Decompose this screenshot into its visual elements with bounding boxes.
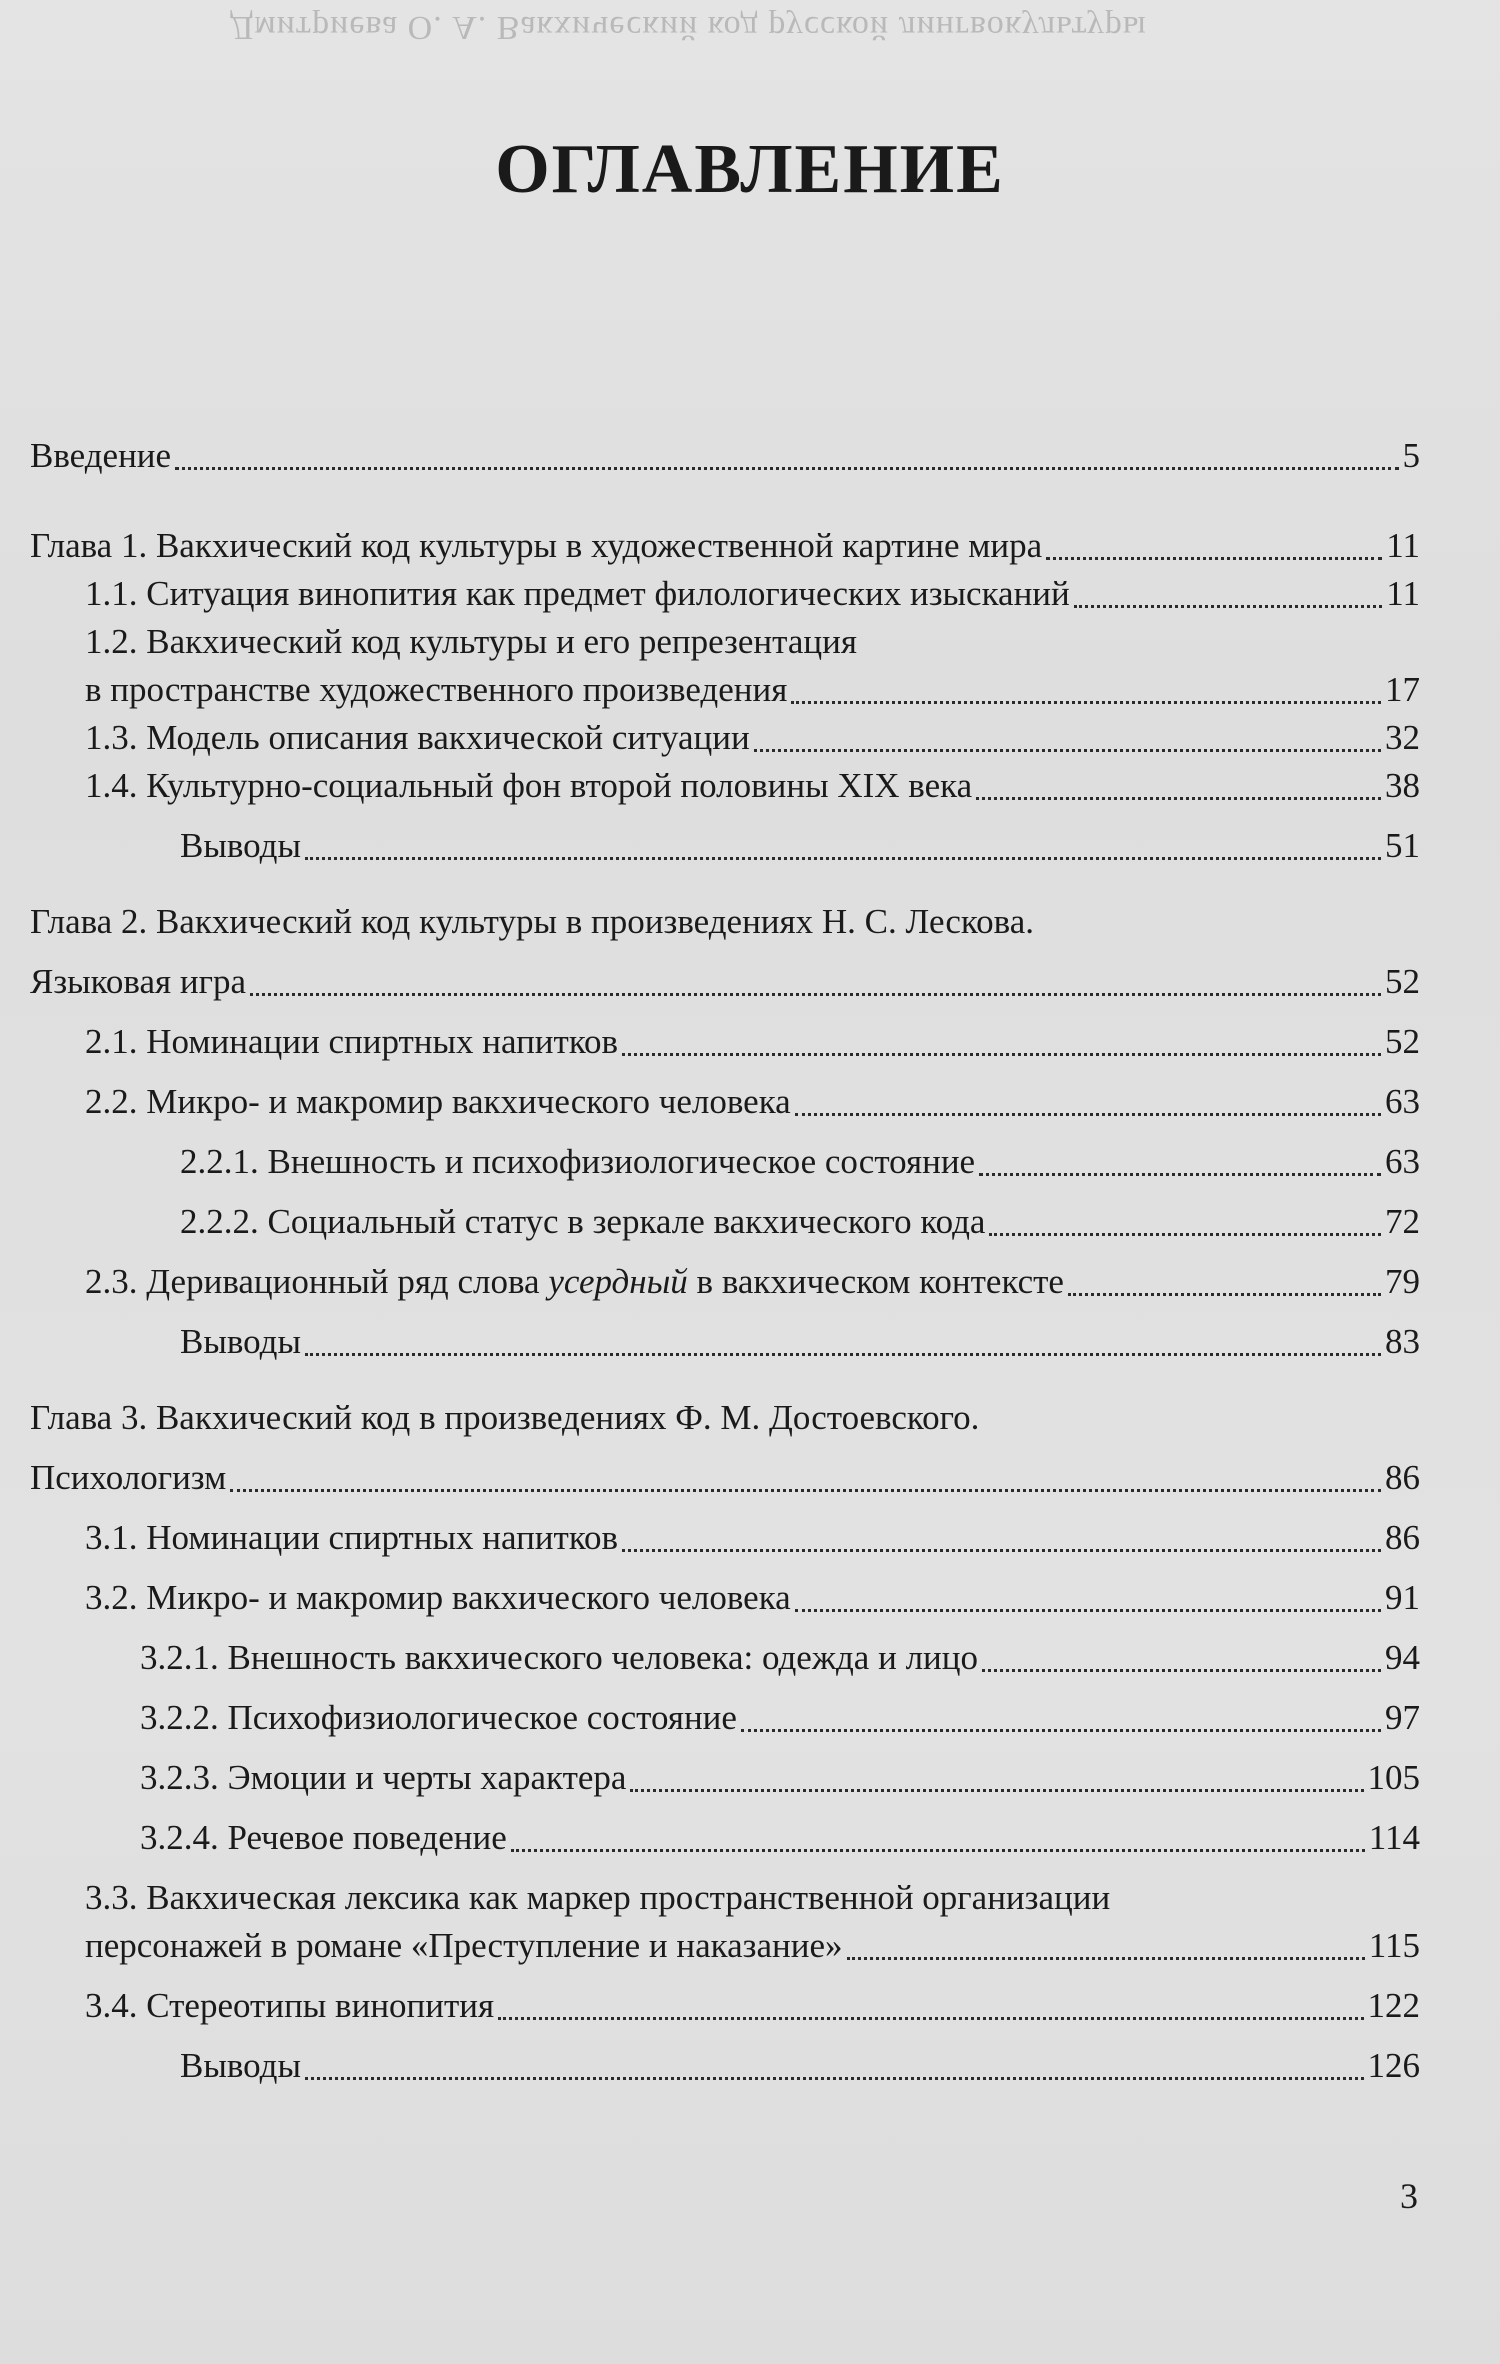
dot-leader <box>498 2017 1363 2020</box>
toc-entry-page: 32 <box>1385 718 1420 757</box>
toc-entry-page: 63 <box>1385 1082 1420 1121</box>
dot-leader <box>741 1729 1381 1732</box>
toc-entry-1-4[interactable] <box>30 763 1420 809</box>
toc-entry-2-3[interactable] <box>30 1259 1420 1305</box>
toc-entry-title: 3.2. Микро- и макромир вакхического человека <box>85 1578 791 1617</box>
toc-entry-title-line2-row <box>30 667 1420 713</box>
toc-entry-page: 83 <box>1385 1322 1420 1361</box>
dot-leader <box>511 1849 1365 1852</box>
dot-leader <box>754 749 1381 752</box>
toc-entry-title-line2: Психологизм <box>30 1458 227 1497</box>
toc-entry-page: 63 <box>1385 1142 1420 1181</box>
dot-leader <box>847 1957 1365 1960</box>
toc-entry-title-line2: в пространстве художественного произведения <box>85 670 788 709</box>
toc-entry-3-2-4[interactable] <box>30 1815 1420 1861</box>
toc-entry-introduction[interactable] <box>30 433 1420 479</box>
toc-entry-page: 79 <box>1385 1262 1420 1301</box>
toc-entry-page: 11 <box>1386 574 1420 613</box>
toc-entry-1-2[interactable] <box>30 619 1420 713</box>
toc-entry-page: 105 <box>1367 1758 1420 1797</box>
toc-entry-2-1[interactable] <box>30 1019 1420 1065</box>
toc-entry-2-2-2[interactable] <box>30 1199 1420 1245</box>
dot-leader <box>175 467 1398 470</box>
toc-entry-title: Введение <box>30 436 172 475</box>
dot-leader <box>305 2077 1364 2080</box>
bleed-through-header: Дмитриева О. А. Вакхический код русской лингвокультуры <box>230 9 1147 46</box>
dot-leader <box>250 993 1381 996</box>
toc-entry-page: 51 <box>1385 826 1420 865</box>
toc-entry-3-1[interactable] <box>30 1515 1420 1561</box>
toc-entry-title: 2.2.1. Внешность и психофизиологическое состояние <box>180 1142 976 1181</box>
dot-leader <box>976 797 1381 800</box>
toc-entry-title-part: 2.3. Деривационный ряд слова <box>85 1262 549 1301</box>
dot-leader <box>1046 557 1382 560</box>
toc-entry-title: 1.4. Культурно-социальный фон второй половины XIX века <box>85 766 973 805</box>
toc-entry-page: 97 <box>1385 1698 1420 1737</box>
toc-entry-chapter-1-conclusions[interactable] <box>30 823 1420 869</box>
toc-entry-title: 3.2.1. Внешность вакхического человека: одежда и лицо <box>140 1638 979 1677</box>
toc-entry-title-line2-row <box>30 1455 1420 1501</box>
toc-entry-page: 52 <box>1385 1022 1420 1061</box>
toc-entry-page: 86 <box>1385 1518 1420 1557</box>
dot-leader <box>982 1669 1381 1672</box>
toc-entry-page: 126 <box>1367 2046 1420 2085</box>
toc-entry-title: 2.2. Микро- и макромир вакхического человека <box>85 1082 791 1121</box>
toc-entry-2-2[interactable] <box>30 1079 1420 1125</box>
toc-entry-2-2-1[interactable] <box>30 1139 1420 1185</box>
toc-entry-chapter-3-conclusions[interactable] <box>30 2043 1420 2089</box>
toc-entry-title: Выводы <box>180 1322 301 1361</box>
dot-leader <box>791 701 1381 704</box>
toc-entry-title-line1: 1.2. Вакхический код культуры и его репрезентация <box>85 622 857 661</box>
toc-entry-title: 3.2.2. Психофизиологическое состояние <box>140 1698 737 1737</box>
toc-entry-title-line1: Глава 2. Вакхический код культуры в произведениях Н. С. Лескова. <box>30 902 1035 941</box>
dot-leader <box>795 1113 1381 1116</box>
toc-entry-page: 114 <box>1368 1818 1420 1857</box>
toc-entry-title: 3.2.3. Эмоции и черты характера <box>140 1758 627 1797</box>
toc-entry-title-italic: усердный <box>548 1262 688 1301</box>
toc-entry-chapter-1[interactable] <box>30 523 1420 569</box>
dot-leader <box>622 1053 1381 1056</box>
toc-entry-chapter-2-conclusions[interactable] <box>30 1319 1420 1365</box>
dot-leader <box>795 1609 1381 1612</box>
toc-entry-page: 5 <box>1402 436 1420 475</box>
toc-entry-3-2-1[interactable] <box>30 1635 1420 1681</box>
toc-entry-page: 38 <box>1385 766 1420 805</box>
dot-leader <box>305 857 1381 860</box>
page-title: ОГЛАВЛЕНИЕ <box>495 131 1005 208</box>
toc-entry-1-1[interactable] <box>30 571 1420 617</box>
toc-entry-3-2-3[interactable] <box>30 1755 1420 1801</box>
toc-entry-page: 52 <box>1385 962 1420 1001</box>
dot-leader <box>1068 1293 1381 1296</box>
toc-entry-page: 11 <box>1386 526 1420 565</box>
toc-entry-title: 3.4. Стереотипы винопития <box>85 1986 495 2025</box>
toc-entry-title: 2.1. Номинации спиртных напитков <box>85 1022 619 1061</box>
dot-leader <box>989 1233 1381 1236</box>
toc-entry-title: 2.2.2. Социальный статус в зеркале вакхического кода <box>180 1202 986 1241</box>
dot-leader <box>1074 605 1383 608</box>
table-of-contents <box>30 418 1420 2089</box>
toc-entry-title-line2-row <box>30 1923 1420 1969</box>
page-number: 3 <box>1400 2176 1418 2216</box>
toc-entry-3-3[interactable] <box>30 1875 1420 1969</box>
toc-entry-title: Выводы <box>180 2046 301 2085</box>
toc-entry-page: 17 <box>1385 670 1420 709</box>
toc-entry-title: Выводы <box>180 826 301 865</box>
toc-entry-3-4[interactable] <box>30 1983 1420 2029</box>
toc-entry-3-2-2[interactable] <box>30 1695 1420 1741</box>
toc-entry-chapter-3[interactable] <box>30 1395 1420 1501</box>
toc-entry-title-line1: Глава 3. Вакхический код в произведениях Ф. М. Достоевского. <box>30 1398 980 1437</box>
toc-entry-page: 94 <box>1385 1638 1420 1677</box>
toc-entry-title-line2: персонажей в романе «Преступление и наказание» <box>85 1926 843 1965</box>
toc-entry-page: 122 <box>1367 1986 1420 2025</box>
toc-entry-title: 3.2.4. Речевое поведение <box>140 1818 507 1857</box>
dot-leader <box>230 1489 1381 1492</box>
toc-entry-title-line1: 3.3. Вакхическая лексика как маркер пространственной организации <box>85 1878 1111 1917</box>
toc-entry-title: 1.1. Ситуация винопития как предмет филологических изысканий <box>85 574 1070 613</box>
toc-entry-1-3[interactable] <box>30 715 1420 761</box>
toc-entry-page: 72 <box>1385 1202 1420 1241</box>
toc-entry-page: 115 <box>1368 1926 1420 1965</box>
dot-leader <box>630 1789 1363 1792</box>
toc-entry-title-line2-row <box>30 959 1420 1005</box>
toc-entry-title-line2: Языковая игра <box>30 962 246 1001</box>
toc-entry-title: 3.1. Номинации спиртных напитков <box>85 1518 619 1557</box>
toc-entry-title <box>85 1259 1064 1305</box>
toc-entry-title: Глава 1. Вакхический код культуры в художественной картине мира <box>30 526 1043 565</box>
dot-leader <box>622 1549 1381 1552</box>
dot-leader <box>305 1353 1381 1356</box>
toc-entry-chapter-2[interactable] <box>30 899 1420 1005</box>
toc-entry-page: 91 <box>1385 1578 1420 1617</box>
toc-entry-title-part: в вакхическом контексте <box>687 1262 1064 1301</box>
dot-leader <box>979 1173 1381 1176</box>
toc-entry-3-2[interactable] <box>30 1575 1420 1621</box>
toc-entry-title: 1.3. Модель описания вакхической ситуации <box>85 718 750 757</box>
toc-entry-page: 86 <box>1385 1458 1420 1497</box>
